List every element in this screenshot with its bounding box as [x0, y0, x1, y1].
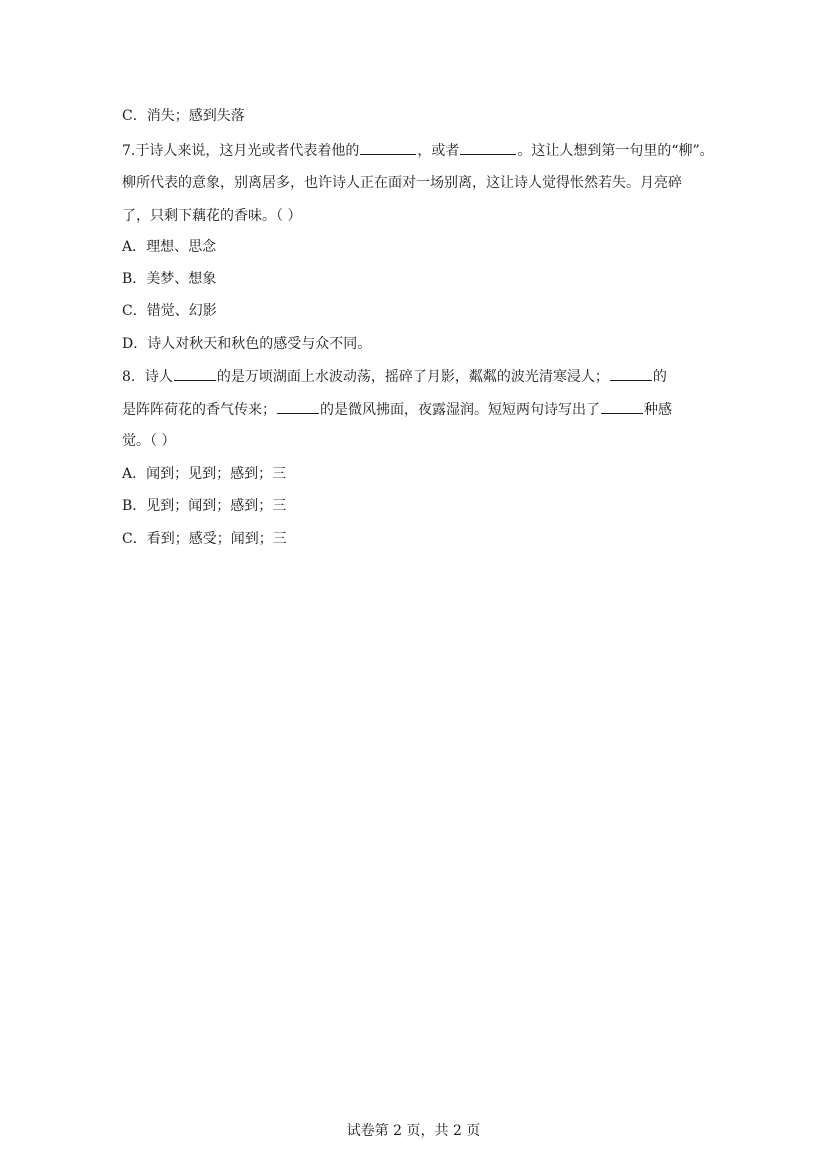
q8-stem-line-1: [122, 366, 667, 387]
q8-blank-3: [277, 399, 319, 414]
q7-text-c: 。这让人想到第一句里的“柳”。: [517, 143, 714, 159]
q7-text-a: 7.于诗人来说，这月光或者代表着他的: [122, 143, 360, 159]
q8-text-c: 的: [652, 369, 667, 385]
q8-option-a: A．闻到；见到；感到；三: [122, 466, 287, 482]
q7-blank-2: [460, 140, 516, 155]
page-footer: 试卷第 2 页，共 2 页: [346, 1123, 481, 1139]
q7-option-b: B．美梦、想象: [122, 271, 217, 287]
q8-option-b: B．见到；闻到；感到；三: [122, 498, 287, 514]
q6-option-c: C．消失；感到失落: [122, 108, 245, 124]
q7-text-b: ，或者: [417, 143, 460, 159]
q8-text-b: 的是万顷湖面上水波动荡，摇碎了月影，粼粼的波光清寒浸人；: [216, 369, 609, 385]
q8-option-c: C．看到；感受；闻到；三: [122, 531, 287, 547]
q7-blank-1: [360, 140, 416, 155]
q8-blank-4: [601, 399, 643, 414]
q7-option-d: D．诗人对秋天和秋色的感受与众不同。: [122, 336, 372, 352]
q8-text-a: 8．诗人: [122, 369, 173, 385]
q8-stem-line-2: [122, 399, 672, 420]
q8-text-e: 的是微风拂面，夜露湿润。短短两句诗写出了: [320, 402, 600, 418]
q7-stem-line-1: [122, 140, 714, 161]
q7-option-a: A．理想、思念: [122, 239, 217, 255]
q8-text-d: 是阵阵荷花的香气传来；: [122, 402, 276, 418]
q7-option-c: C．错觉、幻影: [122, 303, 217, 319]
q8-blank-1: [174, 366, 216, 381]
q7-stem-line-2: 柳所代表的意象，别离居多，也许诗人正在面对一场别离，这让诗人觉得怅然若失。月亮碎: [122, 175, 682, 191]
q8-blank-2: [610, 366, 652, 381]
q8-text-f: 种感: [644, 402, 672, 418]
q7-stem-line-3: 了，只剩下藕花的香味。（ ）: [122, 208, 302, 224]
q8-stem-line-3: 觉。（ ）: [122, 433, 176, 449]
